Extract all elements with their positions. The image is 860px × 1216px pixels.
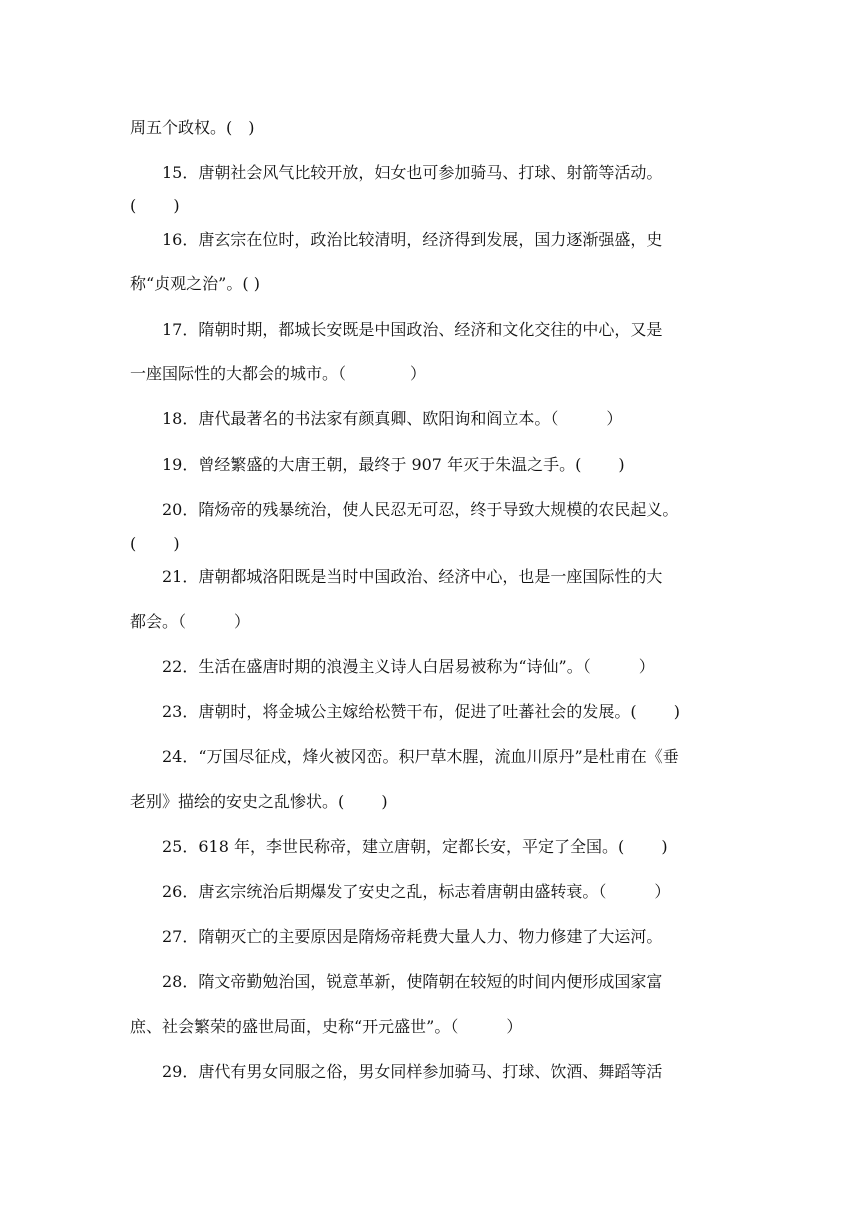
text-line: 29．唐代有男女同服之俗，男女同样参加骑马、打球、饮酒、舞蹈等活 [130, 1062, 663, 1081]
text-line: 19．曾经繁盛的大唐王朝，最终于 907 年灭于朱温之手。( ) [130, 455, 625, 474]
text-line: 周五个政权。( ) [130, 118, 255, 137]
text-line: 称“贞观之治”。( ) [130, 274, 260, 293]
text-line: 22．生活在盛唐时期的浪漫主义诗人白居易被称为“诗仙”。（ ） [130, 657, 655, 676]
text-line: 17．隋朝时期，都城长安既是中国政治、经济和文化交往的中心，又是 [130, 320, 663, 339]
text-line: 28．隋文帝勤勉治国，锐意革新，使隋朝在较短的时间内便形成国家富 [130, 972, 663, 991]
text-line: 23．唐朝时，将金城公主嫁给松赞干布，促进了吐蕃社会的发展。( ) [130, 702, 680, 721]
text-line: 26．唐玄宗统治后期爆发了安史之乱，标志着唐朝由盛转衰。（ ） [130, 882, 671, 901]
text-line: ( ) [130, 534, 180, 553]
text-line: 24．“万国尽征戍，烽火被冈峦。积尸草木腥，流血川原丹”是杜甫在《垂 [130, 747, 679, 766]
text-line: 20．隋炀帝的残暴统治，使人民忍无可忍，终于导致大规模的农民起义。 [130, 500, 679, 519]
text-line: 庶、社会繁荣的盛世局面，史称“开元盛世”。（ ） [130, 1017, 523, 1036]
text-line: 27．隋朝灭亡的主要原因是隋炀帝耗费大量人力、物力修建了大运河。 [130, 927, 663, 946]
text-line: 一座国际性的大都会的城市。（ ） [130, 364, 427, 383]
text-line: 都会。（ ） [130, 612, 251, 631]
text-line: 21．唐朝都城洛阳既是当时中国政治、经济中心，也是一座国际性的大 [130, 567, 663, 586]
text-line: 老别》描绘的安史之乱惨状。( ) [130, 792, 388, 811]
text-line: 15．唐朝社会风气比较开放，妇女也可参加骑马、打球、射箭等活动。 [130, 163, 663, 182]
text-line: ( ) [130, 196, 180, 215]
text-line: 16．唐玄宗在位时，政治比较清明，经济得到发展，国力逐渐强盛，史 [130, 230, 663, 249]
text-line: 18．唐代最著名的书法家有颜真卿、欧阳询和阎立本。（ ） [130, 409, 623, 428]
text-line: 25．618 年，李世民称帝，建立唐朝，定都长安，平定了全国。( ) [130, 837, 668, 856]
